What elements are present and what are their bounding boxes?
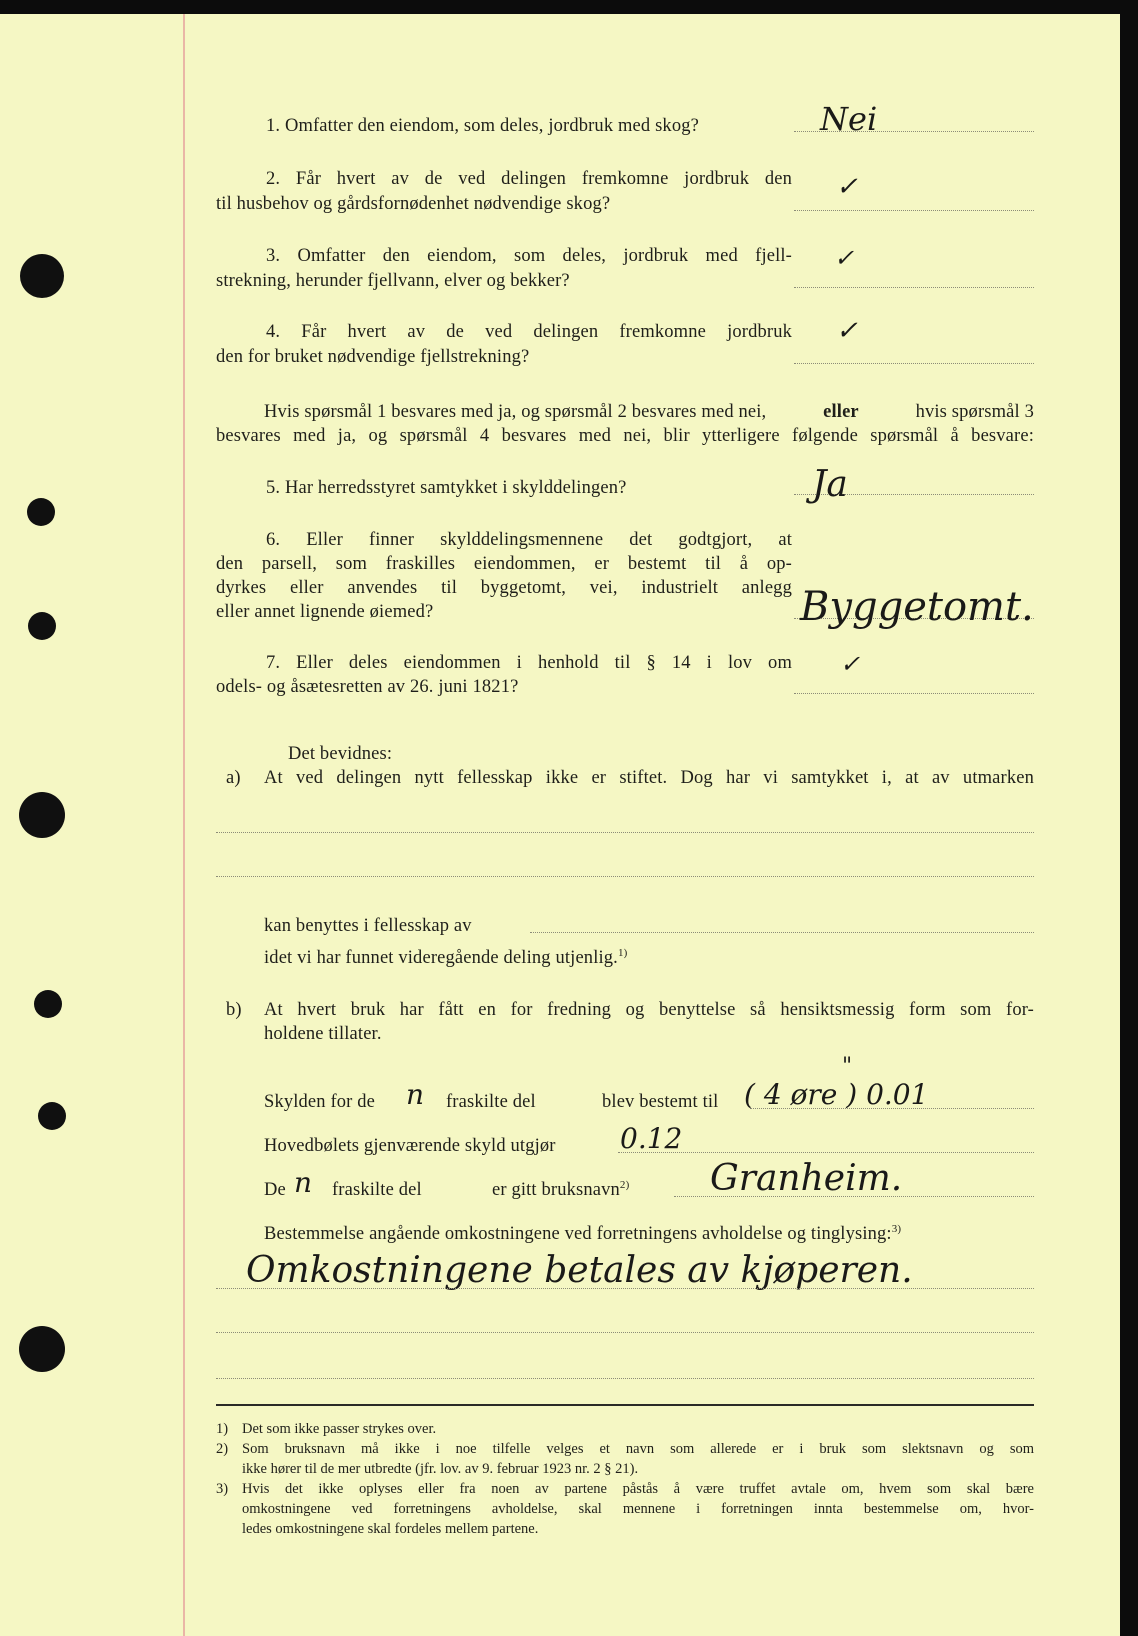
footnote-1-mark: 1)	[216, 1421, 229, 1437]
skyld-label-2: fraskilte del	[446, 1092, 536, 1112]
question-7-line-2: odels- og åsætesretten av 26. juni 1821?	[216, 677, 519, 697]
item-b-line-1: At hvert bruk har fått en for fredning og benyttelse så hensiktsmessig form som for-	[264, 1000, 1034, 1020]
binder-hole	[38, 1102, 66, 1130]
footnote-3-mark: 3)	[216, 1481, 229, 1497]
funnet-text	[264, 946, 627, 970]
question-6-line-4: eller annet lignende øiemed?	[216, 602, 434, 622]
binder-hole	[20, 254, 64, 298]
binder-hole	[19, 792, 65, 838]
bruksnavn-label-3-text: er gitt bruksnavn	[492, 1180, 620, 1200]
bestemmelse-line-2	[216, 1332, 1034, 1333]
footnote-ref-3: 3)	[891, 1222, 902, 1235]
footnote-2-line-2: ikke hører til de mer utbredte (jfr. lov. av 9. februar 1923 nr. 2 § 21).	[242, 1461, 639, 1477]
hovedbol-value-handwritten: 0.12	[620, 1122, 683, 1155]
question-5: 5. Har herredsstyret samtykket i skylddelingen?	[266, 478, 627, 498]
bestemmelse-line-1	[216, 1288, 1034, 1289]
item-a-line-1	[216, 832, 1034, 833]
answer-line-3	[794, 287, 1034, 288]
skyld-label-1: Skylden for de	[264, 1092, 376, 1112]
funnet-body: idet vi har funnet videregående deling utjenlig.	[264, 948, 618, 968]
item-b-line-2: holdene tillater.	[264, 1024, 382, 1044]
footnote-ref-1: 1)	[617, 946, 628, 959]
bruksnavn-de-n-handwritten: n	[294, 1166, 313, 1199]
form-page	[0, 14, 1120, 1636]
item-a-text: At ved delingen nytt fellesskap ikke er stiftet. Dog har vi samtykket i, at av utmarken	[264, 768, 1034, 788]
question-6-line-3: dyrkes eller anvendes til byggetomt, vei, industrielt anlegg	[216, 578, 792, 598]
bestemmelse-handwritten: Omkostningene betales av kjøperen.	[246, 1250, 913, 1291]
bestemmelse-line-3	[216, 1378, 1034, 1379]
answer-5-handwritten: Ja	[812, 464, 848, 505]
margin-rule	[183, 14, 185, 1636]
answer-line-4	[794, 363, 1034, 364]
question-4-line-2: den for bruket nødvendige fjellstrekning?	[216, 347, 530, 367]
bevidnes-heading: Det bevidnes:	[288, 744, 393, 764]
question-3-line-2: strekning, herunder fjellvann, elver og bekker?	[216, 271, 570, 291]
footnote-2-line-1: Som bruksnavn må ikke i noe tilfelle velges et navn som allerede er i bruk som slektsnavn og som	[242, 1441, 1034, 1457]
footnote-3-line-3: ledes omkostningene skal fordeles mellem partene.	[242, 1521, 539, 1537]
question-2-line-1: 2. Får hvert av de ved delingen fremkomne jordbruk den	[266, 169, 792, 189]
question-6-line-2: den parsell, som fraskilles eiendommen, er bestemt til å op-	[216, 554, 792, 574]
bruksnavn-label-3	[492, 1178, 629, 1202]
skyld-value-handwritten: ( 4 øre ) 0.01	[744, 1078, 929, 1111]
conditional-line-1	[264, 400, 1034, 424]
footnote-2-mark: 2)	[216, 1441, 229, 1457]
answer-6-handwritten: Byggetomt.	[800, 584, 1034, 630]
bestemmelse-text: Bestemmelse angående omkostningene ved forretningens avholdelse og tinglysing:	[264, 1224, 892, 1244]
footnote-3-line-2: omkostningene ved forretningens avholdelse, skal mennene i forretningen innta bestemmelse om, hvor-	[242, 1501, 1034, 1517]
binder-hole	[34, 990, 62, 1018]
conditional-post: hvis spørsmål 3	[915, 402, 1034, 422]
bruksnavn-label-1: De	[264, 1180, 286, 1200]
item-b-label: b)	[226, 1000, 242, 1020]
footnote-ref-2: 2)	[619, 1178, 630, 1191]
bruksnavn-handwritten: Granheim.	[710, 1158, 903, 1199]
conditional-bold: eller	[823, 402, 859, 422]
question-4-line-1: 4. Får hvert av de ved delingen fremkomne jordbruk	[266, 322, 792, 342]
answer-3-check: ✓	[834, 244, 855, 272]
question-7-line-1: 7. Eller deles eiendommen i henhold til § 14 i lov om	[266, 653, 792, 673]
binder-hole	[19, 1326, 65, 1372]
bruksnavn-label-2: fraskilte del	[332, 1180, 422, 1200]
item-a-line-2	[216, 876, 1034, 877]
conditional-pre: Hvis spørsmål 1 besvares med ja, og spørsmål 2 besvares med nei,	[264, 402, 767, 422]
footnote-3-line-1: Hvis det ikke oplyses eller fra noen av partene påstås å være truffet avtale om, hvem som skal bære	[242, 1481, 1034, 1497]
answer-line-7	[794, 693, 1034, 694]
skyld-de-n-handwritten: n	[406, 1078, 425, 1111]
question-2-line-2: til husbehov og gårdsfornødenhet nødvendige skog?	[216, 194, 611, 214]
answer-line-2	[794, 210, 1034, 211]
answer-4-check: ✓	[836, 316, 858, 346]
conditional-line-2: besvares med ja, og spørsmål 4 besvares med nei, blir ytterligere følgende spørsmål å besvare:	[216, 426, 1034, 446]
binder-hole	[27, 498, 55, 526]
question-3-line-1: 3. Omfatter den eiendom, som deles, jordbruk med fjell-	[266, 246, 792, 266]
hovedbol-label: Hovedbølets gjenværende skyld utgjør	[264, 1136, 556, 1156]
footnote-rule	[216, 1404, 1034, 1406]
bestemmelse-label	[264, 1222, 901, 1246]
answer-2-check: ✓	[836, 172, 858, 202]
skyld-ditto-handwritten: "	[842, 1054, 853, 1079]
answer-7-check: ✓	[840, 650, 861, 678]
question-6-line-1: 6. Eller finner skylddelingsmennene det godtgjort, at	[266, 530, 792, 550]
fellesskap-text: kan benyttes i fellesskap av	[264, 916, 472, 936]
fellesskap-line	[530, 932, 1034, 933]
footnote-1-line-1: Det som ikke passer strykes over.	[242, 1421, 437, 1437]
binder-hole	[28, 612, 56, 640]
skyld-label-3: blev bestemt til	[602, 1092, 719, 1112]
item-a-label: a)	[226, 768, 241, 788]
question-1: 1. Omfatter den eiendom, som deles, jordbruk med skog?	[266, 116, 699, 136]
answer-1-handwritten: Nei	[820, 100, 878, 138]
